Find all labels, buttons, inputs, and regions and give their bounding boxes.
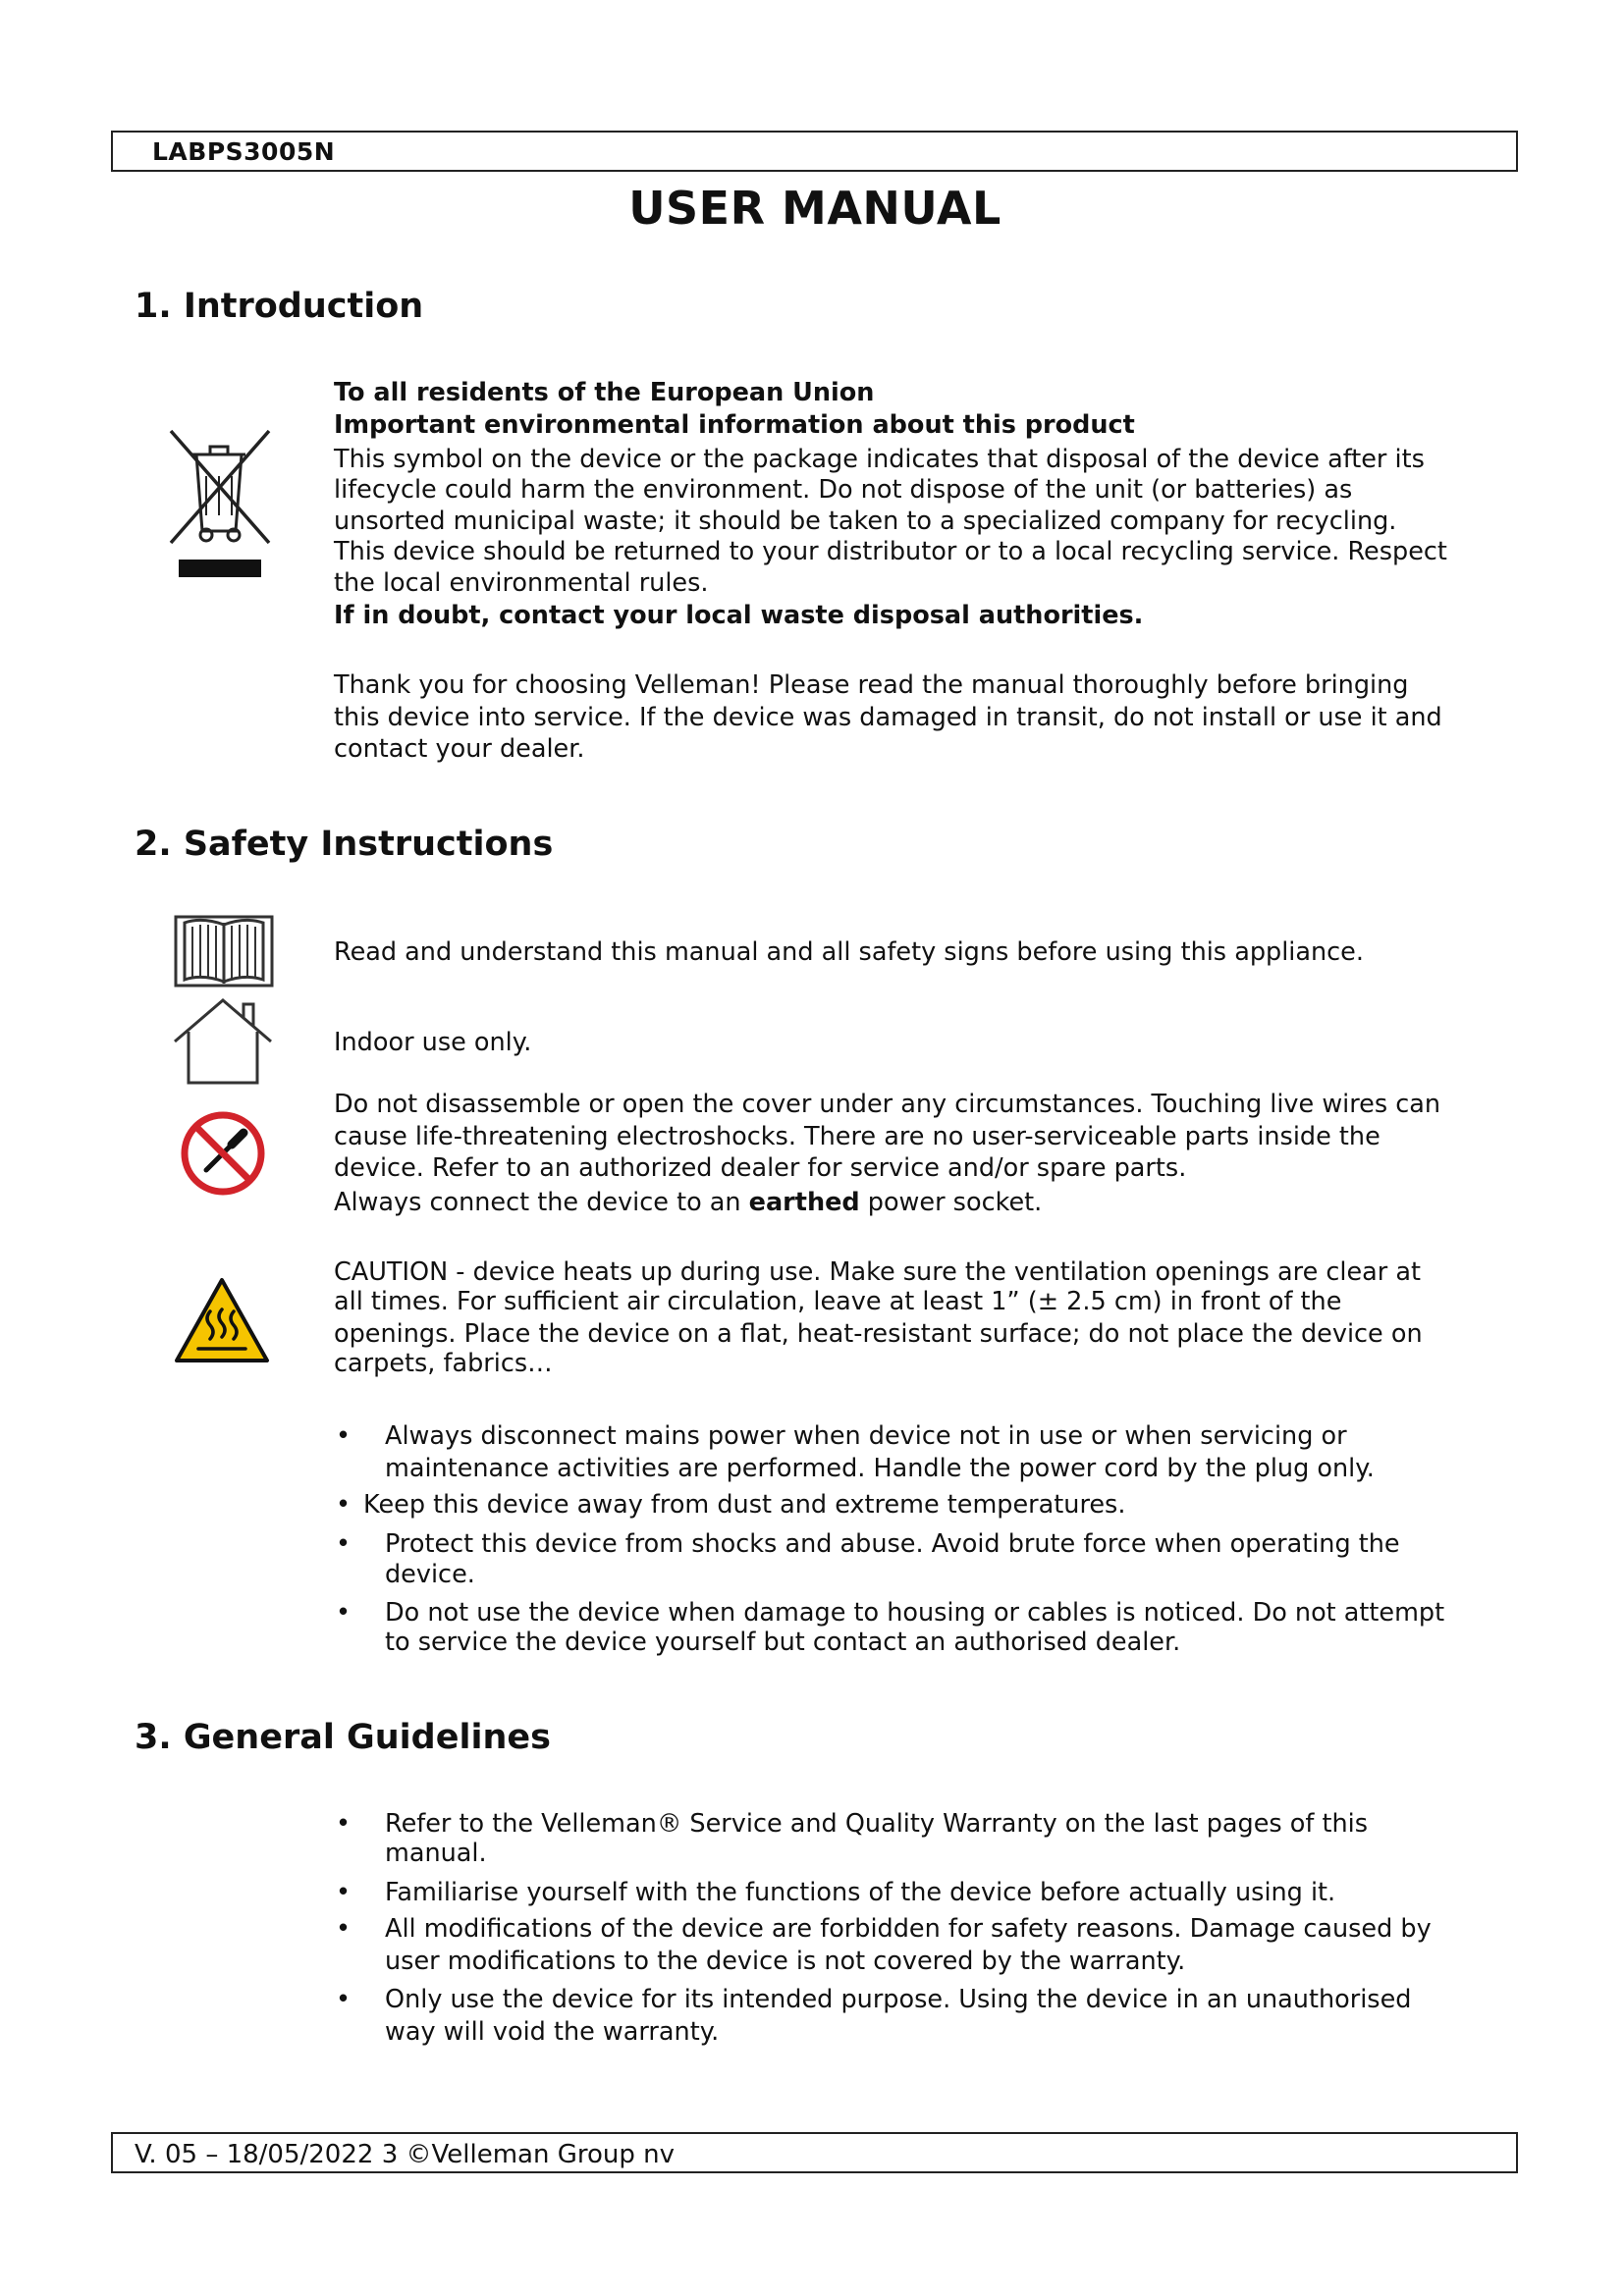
- thanks-line: this device into service. If the device was damaged in transit, do not install or use it and: [334, 703, 1442, 732]
- earthed-post: power socket.: [859, 1188, 1043, 1217]
- footer-box: [111, 2132, 1518, 2173]
- safety-caution-line: carpets, fabrics…: [334, 1349, 553, 1378]
- footer-text: V. 05 – 18/05/2022 3 ©Velleman Group nv: [135, 2140, 675, 2169]
- bullet-icon: •: [336, 1985, 352, 2014]
- safety-caution-line: all times. For sufficient air circulation, leave at least 1” (± 2.5 cm) in front of the: [334, 1287, 1342, 1316]
- list-item-line: Do not use the device when damage to housing or cables is noticed. Do not attempt: [385, 1598, 1445, 1628]
- list-item-line: Familiarise yourself with the functions of the device before actually using it.: [385, 1878, 1336, 1907]
- eu-title: To all residents of the European Union: [334, 378, 875, 407]
- safety-disassemble-line: cause life-threatening electroshocks. There are no user-serviceable parts inside the: [334, 1122, 1380, 1151]
- hot-surface-warning-icon: [173, 1276, 271, 1364]
- list-item-line: to service the device yourself but contact an authorised dealer.: [385, 1628, 1181, 1657]
- section-heading-introduction: 1. Introduction: [135, 287, 424, 326]
- list-item-line: Refer to the Velleman® Service and Quality Warranty on the last pages of this: [385, 1809, 1368, 1839]
- section-heading-safety: 2. Safety Instructions: [135, 825, 554, 864]
- list-item-line: Keep this device away from dust and extreme temperatures.: [363, 1490, 1126, 1520]
- safety-caution-line: CAUTION - device heats up during use. Make sure the ventilation openings are clear at: [334, 1257, 1421, 1287]
- eu-text-line: the local environmental rules.: [334, 568, 709, 598]
- section-heading-guidelines: 3. General Guidelines: [135, 1718, 551, 1757]
- manual-book-icon: [173, 911, 275, 989]
- indoor-house-icon: [171, 996, 275, 1087]
- safety-disassemble-line: device. Refer to an authorized dealer for service and/or spare parts.: [334, 1153, 1187, 1183]
- list-item-line: All modifications of the device are forbidden for safety reasons. Damage caused by: [385, 1914, 1432, 1944]
- eu-text-line: lifecycle could harm the environment. Do not dispose of the unit (or batteries) as: [334, 475, 1353, 505]
- no-screwdriver-icon: [179, 1109, 267, 1198]
- thanks-line: contact your dealer.: [334, 734, 585, 764]
- safety-disassemble-line: Do not disassemble or open the cover under any circumstances. Touching live wires can: [334, 1090, 1441, 1119]
- list-item-line: Only use the device for its intended purpose. Using the device in an unauthorised: [385, 1985, 1412, 2014]
- page-title: USER MANUAL: [628, 182, 1001, 235]
- earthed-pre: Always connect the device to an: [334, 1188, 749, 1217]
- list-item-line: user modifications to the device is not covered by the warranty.: [385, 1947, 1186, 1976]
- safety-caution-line: openings. Place the device on a flat, heat-resistant surface; do not place the device on: [334, 1319, 1423, 1349]
- safety-earthed: [334, 1188, 1492, 1218]
- safety-indoor: Indoor use only.: [334, 1028, 532, 1057]
- safety-read-manual: Read and understand this manual and all safety signs before using this appliance.: [334, 937, 1364, 967]
- eu-subtitle: Important environmental information about this product: [334, 410, 1135, 440]
- bullet-icon: •: [336, 1914, 352, 1944]
- list-item-line: manual.: [385, 1839, 487, 1868]
- eu-text-line: This symbol on the device or the package indicates that disposal of the device after its: [334, 445, 1425, 474]
- earthed-bold: earthed: [748, 1188, 860, 1217]
- eu-doubt: If in doubt, contact your local waste disposal authorities.: [334, 601, 1144, 630]
- eu-text-line: unsorted municipal waste; it should be taken to a specialized company for recycling.: [334, 507, 1397, 536]
- model-number: LABPS3005N: [152, 137, 336, 166]
- bullet-icon: •: [336, 1490, 352, 1520]
- bullet-icon: •: [336, 1421, 352, 1451]
- bullet-icon: •: [336, 1878, 352, 1907]
- bullet-icon: •: [336, 1529, 352, 1559]
- list-item-line: device.: [385, 1560, 475, 1589]
- weee-bin-icon: [167, 427, 275, 584]
- header-box: [111, 131, 1518, 172]
- list-item-line: Always disconnect mains power when device not in use or when servicing or: [385, 1421, 1347, 1451]
- bullet-icon: •: [336, 1809, 352, 1839]
- list-item-line: way will void the warranty.: [385, 2017, 720, 2047]
- eu-text-line: This device should be returned to your distributor or to a local recycling service. Respect: [334, 537, 1447, 566]
- thanks-line: Thank you for choosing Velleman! Please read the manual thoroughly before bringing: [334, 670, 1409, 700]
- bullet-icon: •: [336, 1598, 352, 1628]
- list-item-line: maintenance activities are performed. Handle the power cord by the plug only.: [385, 1454, 1375, 1483]
- list-item-line: Protect this device from shocks and abuse. Avoid brute force when operating the: [385, 1529, 1400, 1559]
